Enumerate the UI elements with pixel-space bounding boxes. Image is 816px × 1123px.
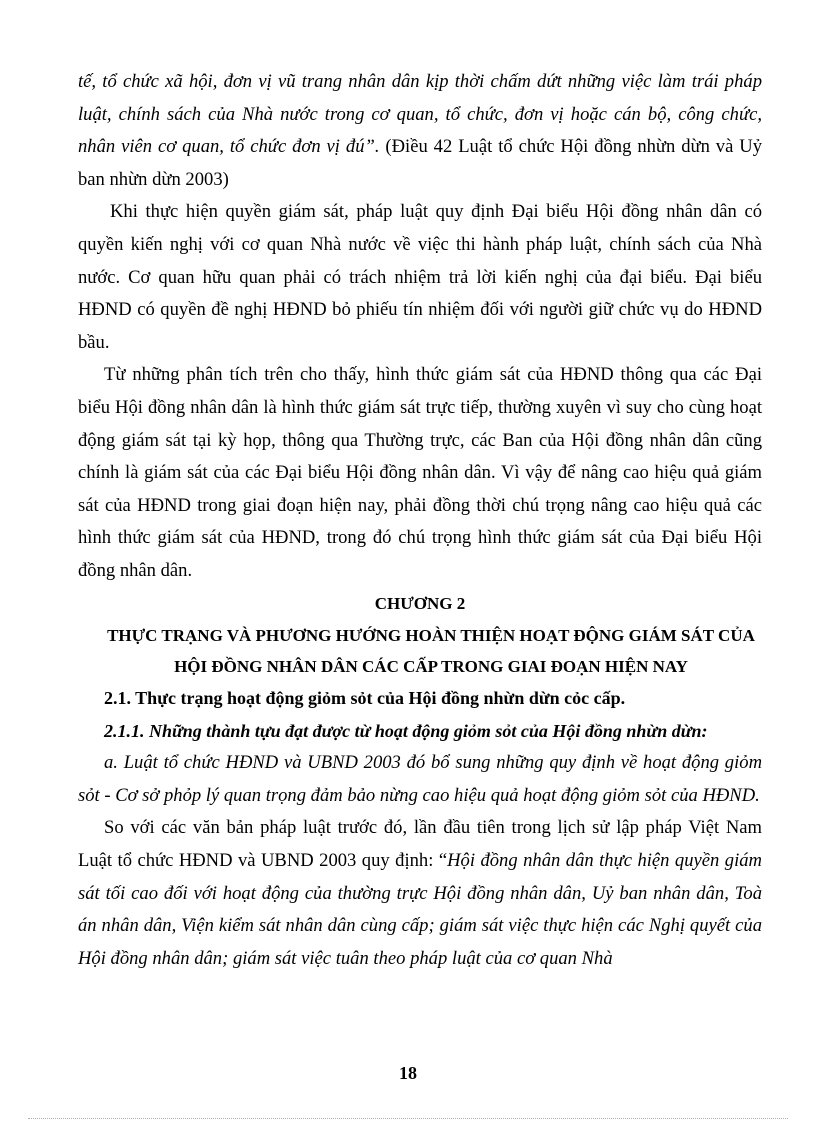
paragraph-comparison [78, 812, 762, 975]
document-page [78, 66, 762, 975]
paragraph-quote-continuation [78, 66, 762, 196]
chapter-title: THỰC TRẠNG VÀ PHƯƠNG HƯỚNG HOÀN THIỆN HOẠT ĐỘNG GIÁM SÁT CỦA HỘI ĐỒNG NHÂN DÂN CÁC CẤP TRONG GIAI ĐOẠN HIỆN NAY [107, 626, 755, 677]
quoted-law-text: tế, tổ chức xã hội, đơn vị vũ trang nhân dân kịp thời chấm dứt những việc làm trái pháp luật, chính sách của Nhà nước trong cơ quan, tổ chức, đơn vị hoặc cán bộ, công chức, nhân viên cơ quan, tổ chức đơn vị đú”. [78, 71, 762, 158]
section-heading-2-1: 2.1. Thực trạng hoạt động giỏm sỏt của Hội đồng nhừn dừn cỏc cấp. [104, 688, 626, 709]
section-heading-2-1-1: 2.1.1. Những thành tựu đạt được từ hoạt động giỏm sỏt của Hội đồng nhừn dừn: [104, 720, 708, 741]
quoted-provision: Hội đồng nhân dân thực hiện quyền giám sát tối cao đối với hoạt động của thường trực Hội đồng nhân dân, Uỷ ban nhân dân, Toà án nhân dân, Viện kiểm sát nhân dân cùng cấp; giám sát việc thực hiện các Nghị quyết của Hội đồng nhân dân; giám sát việc tuân theo pháp luật của cơ quan Nhà [78, 850, 762, 969]
law-citation: (Điều 42 Luật tổ chức Hội đồng nhừn dừn và Uỷ ban nhừn dừn 2003) [78, 136, 763, 190]
footer-divider [28, 1118, 788, 1119]
chapter-label: CHƯƠNG 2 [374, 593, 466, 613]
paragraph-analysis-conclusion: Từ những phân tích trên cho thấy, hình thức giám sát của HĐND thông qua các Đại biểu Hội đồng nhân dân là hình thức giám sát trực tiếp, thường xuyên vì suy cho cùng hoạt động giám sát tại kỳ họp, thông qua Thường trực, các Ban của Hội đồng nhân dân cũng chính là giám sát của các Đại biểu Hội đồng nhân dân. Vì vậy để nâng cao hiệu quả giám sát của HĐND trong giai đoạn hiện nay, phải đồng thời chú trọng nâng cao hiệu quả các hình thức giám sát của HĐND, trong đó chú trọng hình thức giám sát của Đại biểu Hội đồng nhân dân. [78, 364, 762, 581]
list-item-a: a. Luật tổ chức HĐND và UBND 2003 đó bổ sung những quy định về hoạt động giỏm sỏt - Cơ sở phỏp lý quan trọng đảm bảo nừng cao hiệu quả hoạt động giỏm sỏt của HĐND. [78, 752, 762, 806]
page-number: 18 [399, 1063, 417, 1083]
comparison-intro: So với các văn bản pháp luật trước đó, lần đầu tiên trong lịch sử lập pháp Việt Nam Luật tổ chức HĐND và UBND 2003 quy định: “ [78, 817, 762, 872]
paragraph-supervision-rights: Khi thực hiện quyền giám sát, pháp luật quy định Đại biểu Hội đồng nhân dân có quyền kiến nghị với cơ quan Nhà nước về việc thi hành pháp luật, chính sách của Nhà nước. Cơ quan hữu quan phải có trách nhiệm trả lời kiến nghị của đại biểu. Đại biểu HĐND có quyền đề nghị HĐND bỏ phiếu tín nhiệm đối với người giữ chức vụ do HĐND bầu. [78, 201, 762, 353]
